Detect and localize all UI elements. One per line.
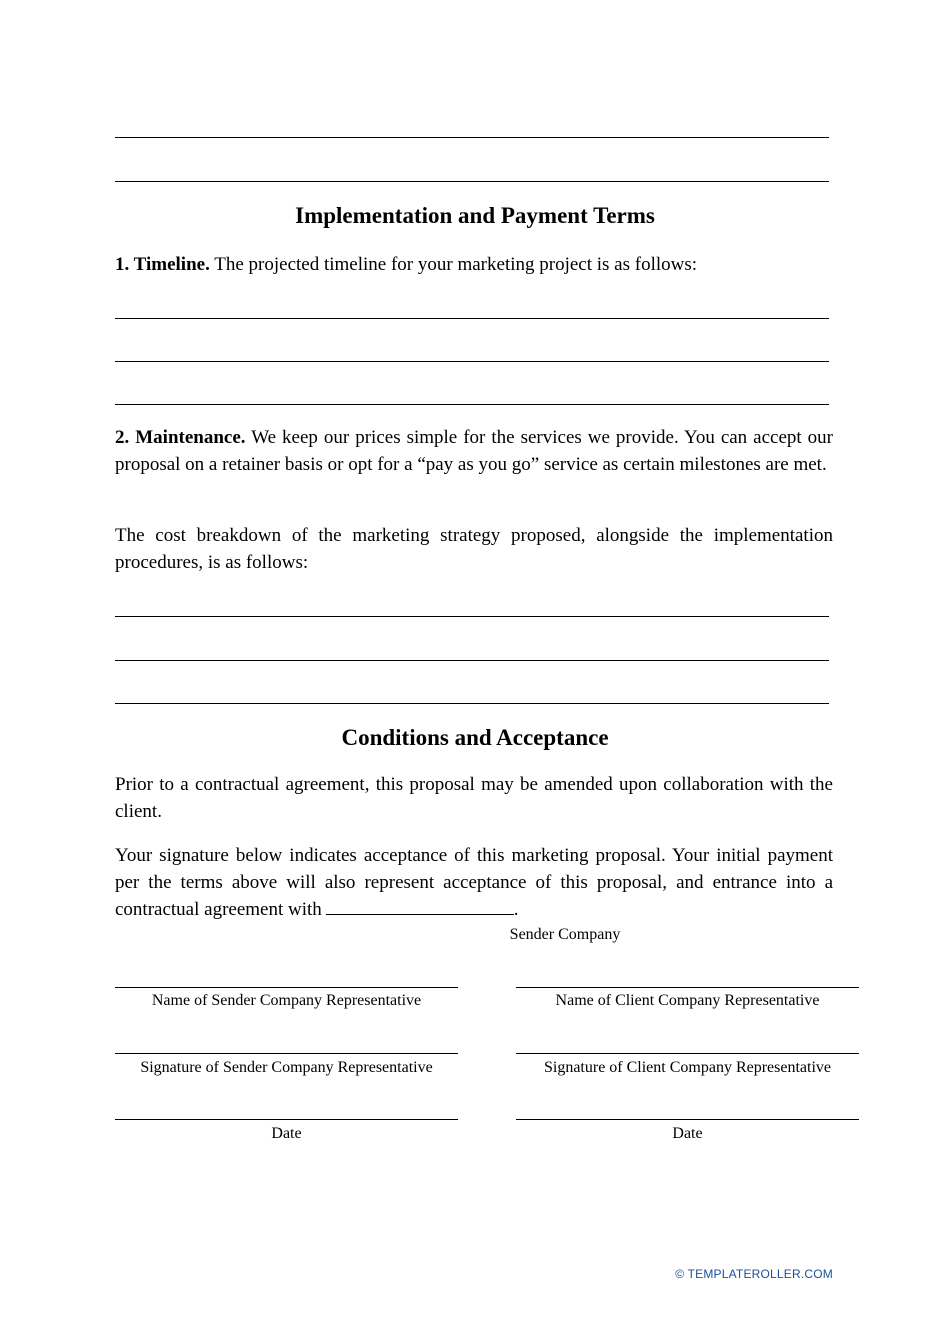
client-date-line[interactable] bbox=[516, 1119, 859, 1120]
acceptance-text: Your signature below indicates acceptance of this marketing proposal. Your initial payment per the terms above will also represent acceptance of this proposal, and entrance into a contractual agreement with bbox=[115, 845, 833, 920]
blank-line[interactable] bbox=[115, 181, 829, 182]
sender-name-line[interactable] bbox=[115, 987, 458, 988]
sender-signature-line[interactable] bbox=[115, 1053, 458, 1054]
timeline-blank-line[interactable] bbox=[115, 361, 829, 362]
timeline-text: The projected timeline for your marketing project is as follows: bbox=[209, 254, 698, 275]
client-name-line[interactable] bbox=[516, 987, 859, 988]
cost-blank-line[interactable] bbox=[115, 660, 829, 661]
section-title-implementation: Implementation and Payment Terms bbox=[295, 203, 655, 228]
footer-copyright-link[interactable]: © TEMPLATEROLLER.COM bbox=[675, 1267, 833, 1281]
acceptance-end: . bbox=[513, 899, 519, 920]
timeline-blank-line[interactable] bbox=[115, 404, 829, 405]
blank-line[interactable] bbox=[115, 137, 829, 138]
maintenance-text: We keep our prices simple for the services we provide. You can accept our proposal on a retainer basis or opt for a “pay as you go” service as certain milestones are met. bbox=[115, 427, 834, 475]
sender-company-label: Sender Company bbox=[509, 926, 621, 943]
sender-date-label: Date bbox=[271, 1125, 302, 1142]
timeline-paragraph bbox=[115, 251, 833, 278]
client-date-label: Date bbox=[672, 1125, 703, 1142]
acceptance-paragraph bbox=[115, 842, 833, 923]
conditions-paragraph: Prior to a contractual agreement, this proposal may be amended upon collaboration with the client. bbox=[115, 774, 833, 822]
sender-company-blank[interactable] bbox=[326, 896, 514, 915]
client-name-label: Name of Client Company Representative bbox=[555, 992, 820, 1009]
cost-paragraph: The cost breakdown of the marketing strategy proposed, alongside the implementation procedures, is as follows: bbox=[115, 525, 833, 573]
cost-blank-line[interactable] bbox=[115, 703, 829, 704]
client-signature-line[interactable] bbox=[516, 1053, 859, 1054]
sender-name-label: Name of Sender Company Representative bbox=[151, 992, 422, 1009]
timeline-blank-line[interactable] bbox=[115, 318, 829, 319]
timeline-label: 1. Timeline. bbox=[115, 254, 210, 275]
maintenance-label: 2. Maintenance. bbox=[115, 427, 246, 448]
section-title-conditions: Conditions and Acceptance bbox=[341, 725, 609, 750]
cost-blank-line[interactable] bbox=[115, 616, 829, 617]
maintenance-paragraph bbox=[115, 424, 833, 478]
sender-signature-label: Signature of Sender Company Representative bbox=[140, 1059, 433, 1076]
client-signature-label: Signature of Client Company Representative bbox=[543, 1059, 832, 1076]
sender-date-line[interactable] bbox=[115, 1119, 458, 1120]
